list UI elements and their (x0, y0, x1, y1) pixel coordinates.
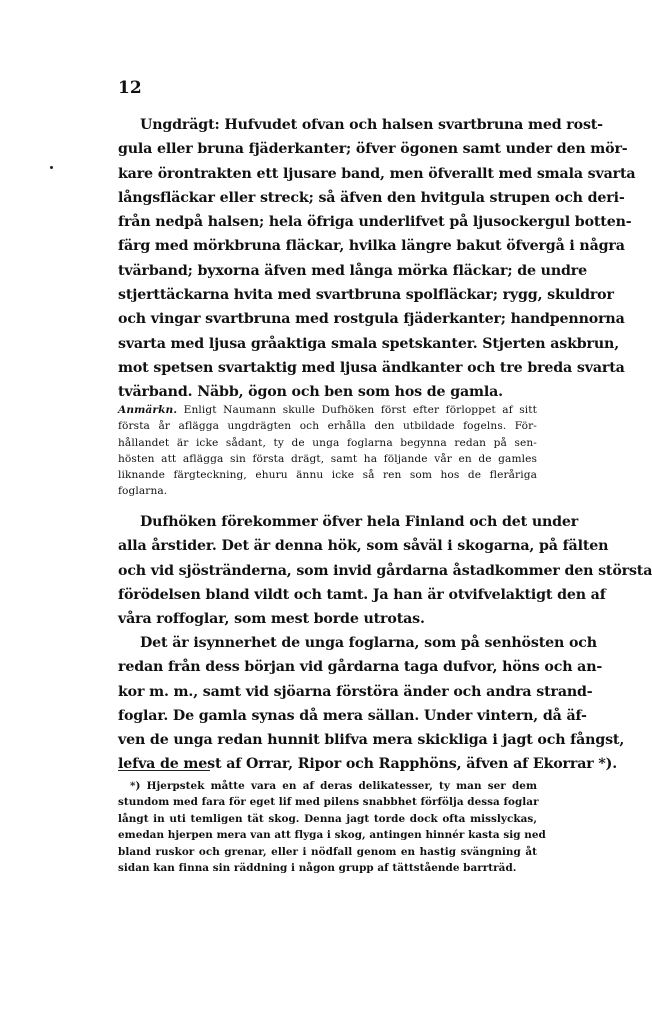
text-line: *) Hjerpstek måtte vara en af deras delikatesser, ty man ser dem (130, 780, 537, 792)
text-line: kor m. m., samt vid sjöarna förstöra änder och andra strand- (118, 683, 593, 700)
paragraph-distribution (118, 510, 652, 631)
text-line: hösten att aflägga sin första drägt, samt ha följande vår en de gamles (118, 452, 537, 465)
text-line: och vid sjöstränderna, som invid gårdarna åstadkommer den största (118, 562, 652, 579)
text-line: Ungdrägt: Hufvudet ofvan och halsen svartbruna med rost- (140, 117, 603, 133)
text-line: svarta med ljusa gråaktiga smala spetskanter. Stjerten askbrun, (118, 335, 619, 352)
text-line: tvärband. Näbb, ögon och ben som hos de gamla. (118, 384, 503, 401)
paragraph-juvenile-plumage (118, 113, 636, 405)
page-number: 12 (118, 78, 142, 98)
note-block (118, 402, 537, 500)
text-line: Anmärkn. Enligt Naumann skulle Dufhöken först efter förloppet af sitt (118, 404, 537, 416)
text-line: första år aflägga ungdrägten och erhålla den utbildade fogelns. För- (118, 420, 537, 433)
text-line: från nedpå halsen; hela öfriga underlifvet på ljusockergul botten- (118, 214, 632, 231)
text-line: foglar. De gamla synas då mera sällan. Under vintern, då äf- (118, 707, 587, 724)
text-line: hållandet är icke sådant, ty de unga foglarna begynna redan på sen- (118, 436, 537, 449)
text-line: stundom med fara för eget lif med pilens snabbhet förfölja dessa foglar (118, 796, 539, 809)
text-line: bland ruskor och grenar, eller i nödfall genom en hastig svängning åt (118, 845, 537, 858)
text-line: liknande färgteckning, ehuru ännu icke så ren som hos de fleråriga (118, 469, 537, 482)
footnote-divider (118, 770, 210, 771)
text-line: mot spetsen svartaktig med ljusa ändkanter och tre breda svarta (118, 359, 625, 376)
text-line: och vingar svartbruna med rostgula fjäderkanter; handpennorna (118, 311, 625, 328)
text-line: långsfläckar eller streck; så äfven den hvitgula strupen och deri- (118, 189, 625, 206)
text-line: ven de unga redan hunnit blifva mera skickliga i jagt och fångst, (118, 732, 625, 749)
text-line: sidan kan finna sin räddning i någon grupp af tättstående barrträd. (118, 862, 517, 875)
text-line: emedan hjerpen mera van att flyga i skog, antingen hinnér kasta sig ned (118, 829, 546, 842)
margin-mark (50, 166, 53, 169)
text-line: förödelsen bland vildt och tamt. Ja han är otvifvelaktigt den af (118, 586, 606, 603)
text-line: kare örontrakten ett ljusare band, men öfverallt med smala svarta (118, 165, 636, 182)
text-line: färg med mörkbruna fläckar, hvilka längre bakut öfvergå i några (118, 238, 625, 255)
text-line: stjerttäckarna hvita med svartbruna spolfläckar; rygg, skuldror (118, 287, 614, 304)
text-line: tvärband; byxorna äfven med långa mörka fläckar; de undre (118, 262, 587, 279)
note-lead: Anmärkn. (118, 404, 178, 416)
text-line: våra roffoglar, som mest borde utrotas. (118, 611, 425, 628)
paragraph-lead: Ungdrägt: (140, 117, 220, 133)
text-line: Dufhöken förekommer öfver hela Finland och det under (140, 514, 579, 530)
text-line: lefva de mest af Orrar, Ripor och Rapphöns, äfven af Ekorrar *). (118, 756, 617, 773)
text-line: gula eller bruna fjäderkanter; öfver ögonen samt under den mör- (118, 141, 628, 158)
text-line: foglarna. (118, 485, 168, 498)
paragraph-behaviour (118, 631, 625, 777)
footnote-block (118, 778, 546, 876)
text-line: Det är isynnerhet de unga foglarna, som på senhösten och (140, 635, 597, 651)
text-line: långt in uti temligen tät skog. Denna jagt torde dock ofta misslyckas, (118, 812, 537, 825)
text-line: alla årstider. Det är denna hök, som såväl i skogarna, på fälten (118, 538, 609, 555)
text-line: redan från dess början vid gårdarna taga dufvor, höns och an- (118, 659, 603, 676)
